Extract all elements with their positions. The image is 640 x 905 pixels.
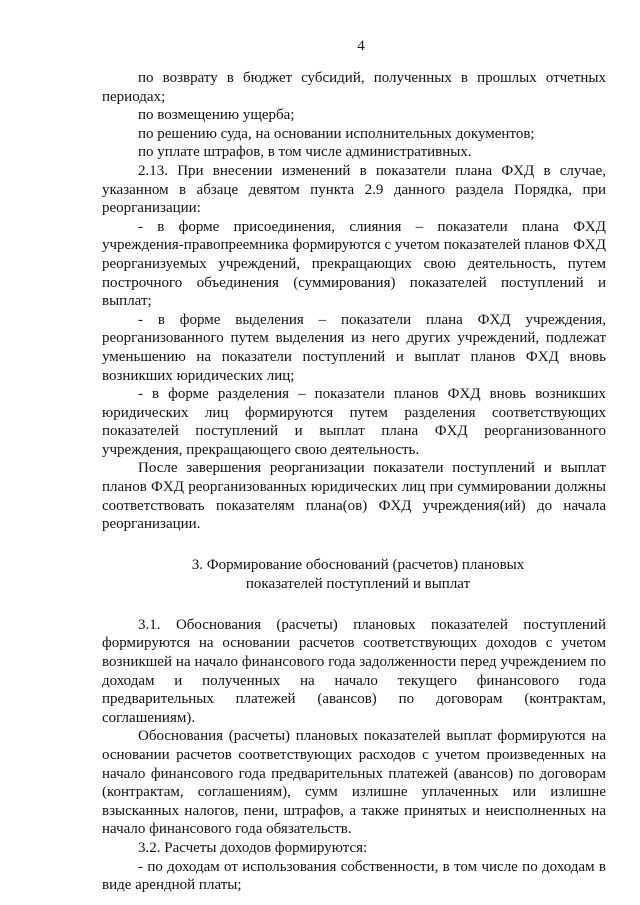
section-title-line-2: показателей поступлений и выплат xyxy=(245,575,471,592)
paragraph: по возмещению ущерба; xyxy=(138,107,295,124)
paragraph: Обоснования (расчеты) плановых показателей выплат формируются на основании расчетов соответствующих расходов с учетом произведенных на начало финансового года предварительных платежей (авансов) по договорам (контрактам, соглашениям), сумм излишне уплаченных или излишне взысканных налогов, пени, штрафов, а также принятых и неисполненных на начало финансового года обязательств. xyxy=(102,728,606,838)
paragraph: 3.1. Обоснования (расчеты) плановых показателей поступлений формируются на основании расчетов соответствующих доходов с учетом возникшей на начало финансового года задолженности перед учреждением по доходам и полученных на начало текущего финансового года предварительных платежей (авансов) по договорам (контрактам, соглашениям). xyxy=(102,616,606,726)
page-number: 4 xyxy=(357,38,365,54)
paragraph: 3.2. Расчеты доходов формируются: xyxy=(138,839,368,856)
section-title-line-1: 3. Формирование обоснований (расчетов) плановых xyxy=(191,556,525,573)
top-body xyxy=(102,69,606,534)
paragraph: по уплате штрафов, в том числе административных. xyxy=(138,144,472,161)
paragraph: - в форме разделения – показатели планов ФХД вновь возникших юридических лиц формируются путем разделения соответствующих показателей поступлений и выплат плана ФХД реорганизованного учреждения, прекращающего свою деятельность. xyxy=(102,386,606,458)
paragraph: После завершения реорганизации показатели поступлений и выплат планов ФХД реорганизованных юридических лиц при суммировании должны соответствовать показателям плана(ов) ФХД учреждения(ий) до начала реорганизации. xyxy=(102,460,606,533)
section-3-title xyxy=(102,556,606,594)
paragraph: по решению суда, на основании исполнительных документов; xyxy=(138,125,535,142)
paragraph: - в форме присоединения, слияния – показатели плана ФХД учреждения-правопреемника формируются с учетом показателей планов ФХД реорганизуемых учреждений, прекращающих свою деятельность, путем построчного объединения (суммирования) показателей поступлений и выплат; xyxy=(102,218,606,310)
paragraph: - по доходам от использования собственности, в том числе по доходам в виде арендной платы; xyxy=(102,858,606,894)
paragraph: по возврату в бюджет субсидий, полученных в прошлых отчетных периодах; xyxy=(102,70,606,105)
paragraph: - в форме выделения – показатели плана ФХД учреждения, реорганизованного путем выделения из него других учреждений, подлежат уменьшению на показатели поступлений и выплат планов ФХД вновь возникших юридических лиц; xyxy=(102,311,606,384)
section-3-body xyxy=(102,616,606,895)
paragraph: 2.13. При внесении изменений в показатели плана ФХД в случае, указанном в абзаце девятом пункта 2.9 данного раздела Порядка, при реорганизации: xyxy=(102,162,606,217)
